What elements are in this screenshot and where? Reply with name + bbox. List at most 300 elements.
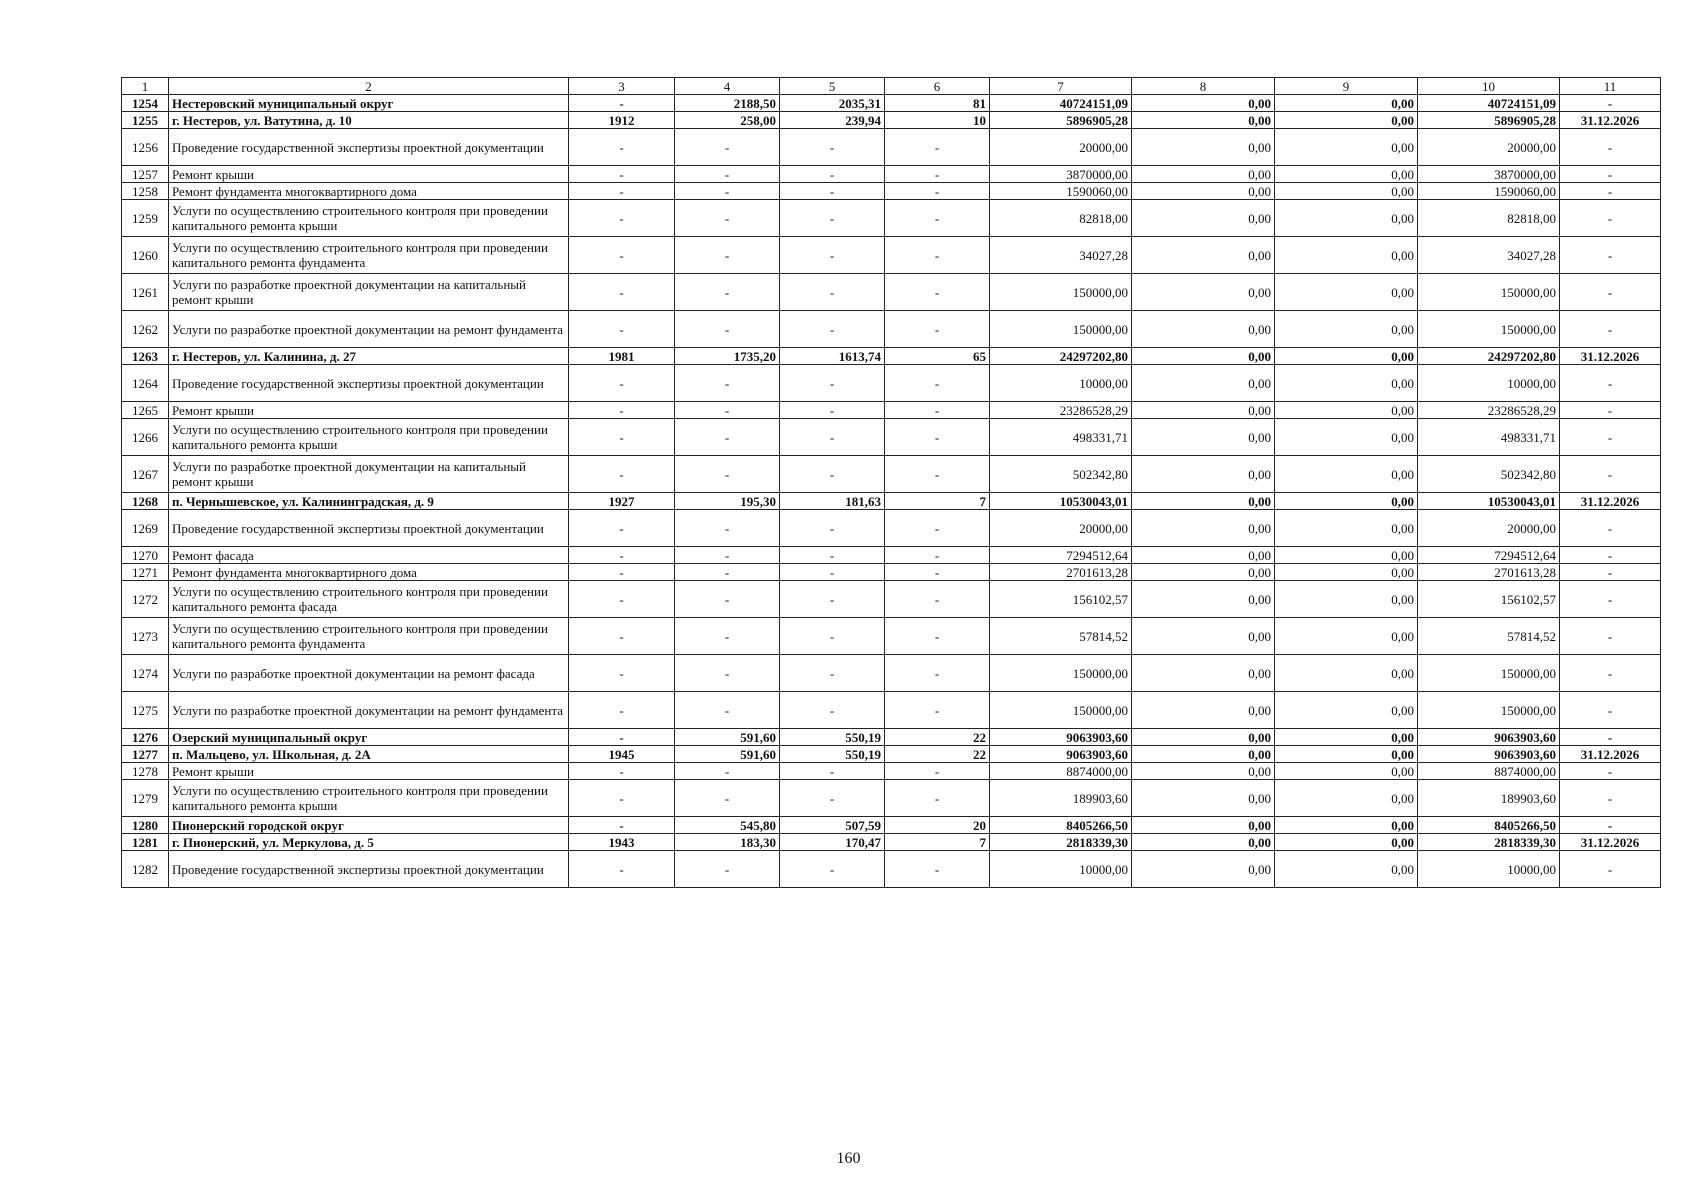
owner-funds-cell: 502342,80 <box>1418 456 1560 493</box>
total-cost-cell: 3870000,00 <box>990 166 1132 183</box>
completion-date-cell: - <box>1560 274 1661 311</box>
table-row <box>122 365 1661 402</box>
total-area-cell: - <box>675 780 780 817</box>
row-number-cell: 1260 <box>122 237 169 274</box>
living-area-cell: 1613,74 <box>780 348 885 365</box>
living-area-cell: - <box>780 365 885 402</box>
regional-funds-cell: 0,00 <box>1275 692 1418 729</box>
living-area-cell: - <box>780 692 885 729</box>
federal-funds-cell: 0,00 <box>1132 817 1275 834</box>
total-cost-cell: 23286528,29 <box>990 402 1132 419</box>
total-cost-cell: 9063903,60 <box>990 729 1132 746</box>
total-area-cell: - <box>675 581 780 618</box>
federal-funds-cell: 0,00 <box>1132 311 1275 348</box>
residents-count-cell: - <box>885 456 990 493</box>
residents-count-cell: 65 <box>885 348 990 365</box>
owner-funds-cell: 156102,57 <box>1418 581 1560 618</box>
row-name-cell: Ремонт фундамента многоквартирного дома <box>169 183 569 200</box>
completion-date-cell: - <box>1560 655 1661 692</box>
residents-count-cell: - <box>885 547 990 564</box>
total-cost-cell: 7294512,64 <box>990 547 1132 564</box>
col-header: 7 <box>990 78 1132 95</box>
living-area-cell: - <box>780 419 885 456</box>
residents-count-cell: 7 <box>885 834 990 851</box>
row-number-cell: 1272 <box>122 581 169 618</box>
completion-date-cell: - <box>1560 365 1661 402</box>
owner-funds-cell: 20000,00 <box>1418 129 1560 166</box>
build-year-cell: 1981 <box>569 348 675 365</box>
col-header: 3 <box>569 78 675 95</box>
completion-date-cell: - <box>1560 200 1661 237</box>
residents-count-cell: 20 <box>885 817 990 834</box>
row-number-cell: 1266 <box>122 419 169 456</box>
total-cost-cell: 2818339,30 <box>990 834 1132 851</box>
total-area-cell: 1735,20 <box>675 348 780 365</box>
owner-funds-cell: 40724151,09 <box>1418 95 1560 112</box>
total-cost-cell: 5896905,28 <box>990 112 1132 129</box>
regional-funds-cell: 0,00 <box>1275 493 1418 510</box>
total-area-cell: - <box>675 510 780 547</box>
total-cost-cell: 10530043,01 <box>990 493 1132 510</box>
completion-date-cell: - <box>1560 547 1661 564</box>
row-name-cell: Озерский муниципальный округ <box>169 729 569 746</box>
residents-count-cell: - <box>885 402 990 419</box>
living-area-cell: 550,19 <box>780 729 885 746</box>
total-cost-cell: 82818,00 <box>990 200 1132 237</box>
col-header: 10 <box>1418 78 1560 95</box>
table-row <box>122 112 1661 129</box>
regional-funds-cell: 0,00 <box>1275 348 1418 365</box>
owner-funds-cell: 5896905,28 <box>1418 112 1560 129</box>
row-name-cell: п. Мальцево, ул. Школьная, д. 2А <box>169 746 569 763</box>
living-area-cell: - <box>780 564 885 581</box>
build-year-cell: - <box>569 129 675 166</box>
residents-count-cell: - <box>885 200 990 237</box>
row-number-cell: 1263 <box>122 348 169 365</box>
total-area-cell: - <box>675 456 780 493</box>
completion-date-cell: 31.12.2026 <box>1560 112 1661 129</box>
living-area-cell: - <box>780 402 885 419</box>
row-name-cell: Нестеровский муниципальный округ <box>169 95 569 112</box>
regional-funds-cell: 0,00 <box>1275 851 1418 888</box>
total-cost-cell: 10000,00 <box>990 365 1132 402</box>
col-header: 5 <box>780 78 885 95</box>
row-name-cell: Услуги по осуществлению строительного контроля при проведении капитального ремонта фундамента <box>169 618 569 655</box>
row-number-cell: 1269 <box>122 510 169 547</box>
row-name-cell: Услуги по осуществлению строительного контроля при проведении капитального ремонта крыши <box>169 200 569 237</box>
row-number-cell: 1273 <box>122 618 169 655</box>
residents-count-cell: - <box>885 564 990 581</box>
build-year-cell: - <box>569 618 675 655</box>
page-number: 160 <box>836 1150 861 1167</box>
table-body <box>122 95 1661 888</box>
build-year-cell: - <box>569 581 675 618</box>
col-header: 1 <box>122 78 169 95</box>
residents-count-cell: - <box>885 618 990 655</box>
row-number-cell: 1261 <box>122 274 169 311</box>
row-name-cell: г. Нестеров, ул. Калинина, д. 27 <box>169 348 569 365</box>
row-name-cell: Ремонт фасада <box>169 547 569 564</box>
living-area-cell: 507,59 <box>780 817 885 834</box>
build-year-cell: - <box>569 183 675 200</box>
build-year-cell: 1927 <box>569 493 675 510</box>
residents-count-cell: - <box>885 129 990 166</box>
total-cost-cell: 2701613,28 <box>990 564 1132 581</box>
row-name-cell: Ремонт крыши <box>169 763 569 780</box>
table-row <box>122 851 1661 888</box>
living-area-cell: 550,19 <box>780 746 885 763</box>
federal-funds-cell: 0,00 <box>1132 419 1275 456</box>
row-number-cell: 1270 <box>122 547 169 564</box>
build-year-cell: - <box>569 729 675 746</box>
total-cost-cell: 150000,00 <box>990 655 1132 692</box>
living-area-cell: - <box>780 510 885 547</box>
federal-funds-cell: 0,00 <box>1132 655 1275 692</box>
living-area-cell: - <box>780 780 885 817</box>
owner-funds-cell: 150000,00 <box>1418 655 1560 692</box>
build-year-cell: - <box>569 817 675 834</box>
federal-funds-cell: 0,00 <box>1132 692 1275 729</box>
federal-funds-cell: 0,00 <box>1132 746 1275 763</box>
owner-funds-cell: 2701613,28 <box>1418 564 1560 581</box>
owner-funds-cell: 23286528,29 <box>1418 402 1560 419</box>
table-row <box>122 402 1661 419</box>
federal-funds-cell: 0,00 <box>1132 274 1275 311</box>
completion-date-cell: - <box>1560 763 1661 780</box>
row-name-cell: Проведение государственной экспертизы проектной документации <box>169 510 569 547</box>
residents-count-cell: - <box>885 183 990 200</box>
build-year-cell: - <box>569 692 675 729</box>
owner-funds-cell: 2818339,30 <box>1418 834 1560 851</box>
total-cost-cell: 20000,00 <box>990 129 1132 166</box>
row-name-cell: Услуги по осуществлению строительного контроля при проведении капитального ремонта крыши <box>169 419 569 456</box>
row-number-cell: 1254 <box>122 95 169 112</box>
completion-date-cell: - <box>1560 456 1661 493</box>
federal-funds-cell: 0,00 <box>1132 200 1275 237</box>
table-row <box>122 746 1661 763</box>
regional-funds-cell: 0,00 <box>1275 402 1418 419</box>
residents-count-cell: 22 <box>885 729 990 746</box>
total-area-cell: - <box>675 129 780 166</box>
build-year-cell: - <box>569 274 675 311</box>
row-name-cell: г. Пионерский, ул. Меркулова, д. 5 <box>169 834 569 851</box>
living-area-cell: - <box>780 547 885 564</box>
completion-date-cell: - <box>1560 402 1661 419</box>
build-year-cell: 1943 <box>569 834 675 851</box>
table-row <box>122 618 1661 655</box>
total-area-cell: - <box>675 274 780 311</box>
build-year-cell: - <box>569 780 675 817</box>
completion-date-cell: - <box>1560 183 1661 200</box>
owner-funds-cell: 498331,71 <box>1418 419 1560 456</box>
regional-funds-cell: 0,00 <box>1275 237 1418 274</box>
completion-date-cell: - <box>1560 311 1661 348</box>
row-number-cell: 1262 <box>122 311 169 348</box>
regional-funds-cell: 0,00 <box>1275 183 1418 200</box>
regional-funds-cell: 0,00 <box>1275 618 1418 655</box>
total-cost-cell: 57814,52 <box>990 618 1132 655</box>
residents-count-cell: 10 <box>885 112 990 129</box>
residents-count-cell: - <box>885 274 990 311</box>
completion-date-cell: - <box>1560 95 1661 112</box>
table-row <box>122 200 1661 237</box>
column-number-row <box>122 78 1661 95</box>
total-area-cell: - <box>675 200 780 237</box>
total-cost-cell: 150000,00 <box>990 274 1132 311</box>
row-number-cell: 1282 <box>122 851 169 888</box>
total-area-cell: - <box>675 564 780 581</box>
row-name-cell: Услуги по осуществлению строительного контроля при проведении капитального ремонта крыши <box>169 780 569 817</box>
regional-funds-cell: 0,00 <box>1275 834 1418 851</box>
owner-funds-cell: 10000,00 <box>1418 365 1560 402</box>
federal-funds-cell: 0,00 <box>1132 581 1275 618</box>
federal-funds-cell: 0,00 <box>1132 834 1275 851</box>
federal-funds-cell: 0,00 <box>1132 456 1275 493</box>
owner-funds-cell: 150000,00 <box>1418 311 1560 348</box>
total-cost-cell: 1590060,00 <box>990 183 1132 200</box>
row-number-cell: 1258 <box>122 183 169 200</box>
total-cost-cell: 9063903,60 <box>990 746 1132 763</box>
living-area-cell: 170,47 <box>780 834 885 851</box>
residents-count-cell: - <box>885 419 990 456</box>
table-row <box>122 817 1661 834</box>
living-area-cell: - <box>780 200 885 237</box>
table-row <box>122 834 1661 851</box>
table-row <box>122 655 1661 692</box>
total-area-cell: 195,30 <box>675 493 780 510</box>
owner-funds-cell: 10530043,01 <box>1418 493 1560 510</box>
total-cost-cell: 10000,00 <box>990 851 1132 888</box>
owner-funds-cell: 3870000,00 <box>1418 166 1560 183</box>
table-row <box>122 763 1661 780</box>
residents-count-cell: 22 <box>885 746 990 763</box>
row-number-cell: 1277 <box>122 746 169 763</box>
table-row <box>122 564 1661 581</box>
row-name-cell: Проведение государственной экспертизы проектной документации <box>169 365 569 402</box>
total-area-cell: 545,80 <box>675 817 780 834</box>
regional-funds-cell: 0,00 <box>1275 510 1418 547</box>
completion-date-cell: - <box>1560 564 1661 581</box>
completion-date-cell: 31.12.2026 <box>1560 493 1661 510</box>
living-area-cell: - <box>780 166 885 183</box>
completion-date-cell: - <box>1560 129 1661 166</box>
owner-funds-cell: 150000,00 <box>1418 692 1560 729</box>
completion-date-cell: - <box>1560 851 1661 888</box>
total-area-cell: - <box>675 419 780 456</box>
federal-funds-cell: 0,00 <box>1132 618 1275 655</box>
completion-date-cell: 31.12.2026 <box>1560 348 1661 365</box>
living-area-cell: 239,94 <box>780 112 885 129</box>
completion-date-cell: 31.12.2026 <box>1560 746 1661 763</box>
regional-funds-cell: 0,00 <box>1275 365 1418 402</box>
completion-date-cell: - <box>1560 237 1661 274</box>
completion-date-cell: - <box>1560 692 1661 729</box>
col-header: 9 <box>1275 78 1418 95</box>
completion-date-cell: - <box>1560 729 1661 746</box>
build-year-cell: - <box>569 456 675 493</box>
completion-date-cell: - <box>1560 618 1661 655</box>
row-number-cell: 1271 <box>122 564 169 581</box>
owner-funds-cell: 8874000,00 <box>1418 763 1560 780</box>
row-number-cell: 1255 <box>122 112 169 129</box>
federal-funds-cell: 0,00 <box>1132 729 1275 746</box>
residents-count-cell: - <box>885 166 990 183</box>
row-name-cell: Ремонт крыши <box>169 166 569 183</box>
total-cost-cell: 498331,71 <box>990 419 1132 456</box>
build-year-cell: - <box>569 510 675 547</box>
row-name-cell: Услуги по осуществлению строительного контроля при проведении капитального ремонта фундамента <box>169 237 569 274</box>
col-header: 4 <box>675 78 780 95</box>
total-cost-cell: 8405266,50 <box>990 817 1132 834</box>
table-row <box>122 237 1661 274</box>
total-area-cell: - <box>675 692 780 729</box>
total-area-cell: - <box>675 237 780 274</box>
owner-funds-cell: 82818,00 <box>1418 200 1560 237</box>
build-year-cell: - <box>569 564 675 581</box>
regional-funds-cell: 0,00 <box>1275 547 1418 564</box>
table-row <box>122 311 1661 348</box>
total-cost-cell: 156102,57 <box>990 581 1132 618</box>
living-area-cell: 2035,31 <box>780 95 885 112</box>
residents-count-cell: - <box>885 763 990 780</box>
regional-funds-cell: 0,00 <box>1275 729 1418 746</box>
living-area-cell: - <box>780 763 885 780</box>
completion-date-cell: 31.12.2026 <box>1560 834 1661 851</box>
build-year-cell: - <box>569 419 675 456</box>
row-number-cell: 1265 <box>122 402 169 419</box>
build-year-cell: - <box>569 237 675 274</box>
total-area-cell: 2188,50 <box>675 95 780 112</box>
total-area-cell: - <box>675 547 780 564</box>
row-number-cell: 1264 <box>122 365 169 402</box>
completion-date-cell: - <box>1560 581 1661 618</box>
table-row <box>122 166 1661 183</box>
table-row <box>122 274 1661 311</box>
completion-date-cell: - <box>1560 510 1661 547</box>
federal-funds-cell: 0,00 <box>1132 402 1275 419</box>
build-year-cell: - <box>569 166 675 183</box>
capital-repair-table <box>121 77 1661 888</box>
row-name-cell: п. Чернышевское, ул. Калининградская, д. 9 <box>169 493 569 510</box>
regional-funds-cell: 0,00 <box>1275 456 1418 493</box>
row-name-cell: Ремонт крыши <box>169 402 569 419</box>
col-header: 11 <box>1560 78 1661 95</box>
total-area-cell: - <box>675 851 780 888</box>
table-row <box>122 780 1661 817</box>
owner-funds-cell: 1590060,00 <box>1418 183 1560 200</box>
residents-count-cell: - <box>885 365 990 402</box>
total-cost-cell: 150000,00 <box>990 311 1132 348</box>
regional-funds-cell: 0,00 <box>1275 817 1418 834</box>
build-year-cell: - <box>569 763 675 780</box>
regional-funds-cell: 0,00 <box>1275 419 1418 456</box>
row-name-cell: Проведение государственной экспертизы проектной документации <box>169 851 569 888</box>
regional-funds-cell: 0,00 <box>1275 274 1418 311</box>
total-area-cell: 591,60 <box>675 746 780 763</box>
federal-funds-cell: 0,00 <box>1132 365 1275 402</box>
federal-funds-cell: 0,00 <box>1132 183 1275 200</box>
row-name-cell: г. Нестеров, ул. Ватутина, д. 10 <box>169 112 569 129</box>
table-row <box>122 510 1661 547</box>
living-area-cell: - <box>780 129 885 166</box>
residents-count-cell: 7 <box>885 493 990 510</box>
total-cost-cell: 40724151,09 <box>990 95 1132 112</box>
regional-funds-cell: 0,00 <box>1275 655 1418 692</box>
row-number-cell: 1257 <box>122 166 169 183</box>
row-name-cell: Услуги по разработке проектной документации на капитальный ремонт крыши <box>169 274 569 311</box>
owner-funds-cell: 189903,60 <box>1418 780 1560 817</box>
owner-funds-cell: 24297202,80 <box>1418 348 1560 365</box>
build-year-cell: - <box>569 655 675 692</box>
row-number-cell: 1267 <box>122 456 169 493</box>
federal-funds-cell: 0,00 <box>1132 112 1275 129</box>
table-row <box>122 95 1661 112</box>
federal-funds-cell: 0,00 <box>1132 493 1275 510</box>
residents-count-cell: - <box>885 581 990 618</box>
table-row <box>122 547 1661 564</box>
living-area-cell: - <box>780 655 885 692</box>
regional-funds-cell: 0,00 <box>1275 763 1418 780</box>
residents-count-cell: - <box>885 510 990 547</box>
total-cost-cell: 502342,80 <box>990 456 1132 493</box>
federal-funds-cell: 0,00 <box>1132 237 1275 274</box>
living-area-cell: - <box>780 237 885 274</box>
row-name-cell: Услуги по разработке проектной документации на капитальный ремонт крыши <box>169 456 569 493</box>
table-row <box>122 456 1661 493</box>
table-row <box>122 183 1661 200</box>
total-area-cell: - <box>675 311 780 348</box>
completion-date-cell: - <box>1560 419 1661 456</box>
regional-funds-cell: 0,00 <box>1275 166 1418 183</box>
federal-funds-cell: 0,00 <box>1132 763 1275 780</box>
build-year-cell: - <box>569 402 675 419</box>
row-number-cell: 1279 <box>122 780 169 817</box>
regional-funds-cell: 0,00 <box>1275 95 1418 112</box>
total-area-cell: - <box>675 166 780 183</box>
row-number-cell: 1256 <box>122 129 169 166</box>
table-row <box>122 419 1661 456</box>
build-year-cell: 1945 <box>569 746 675 763</box>
row-number-cell: 1259 <box>122 200 169 237</box>
col-header: 8 <box>1132 78 1275 95</box>
col-header: 6 <box>885 78 990 95</box>
total-cost-cell: 150000,00 <box>990 692 1132 729</box>
living-area-cell: - <box>780 311 885 348</box>
total-cost-cell: 34027,28 <box>990 237 1132 274</box>
total-cost-cell: 189903,60 <box>990 780 1132 817</box>
residents-count-cell: - <box>885 692 990 729</box>
build-year-cell: - <box>569 311 675 348</box>
row-name-cell: Услуги по разработке проектной документации на ремонт фундамента <box>169 311 569 348</box>
regional-funds-cell: 0,00 <box>1275 311 1418 348</box>
table-row <box>122 129 1661 166</box>
table-row <box>122 348 1661 365</box>
build-year-cell: - <box>569 200 675 237</box>
total-cost-cell: 24297202,80 <box>990 348 1132 365</box>
living-area-cell: - <box>780 456 885 493</box>
row-name-cell: Услуги по разработке проектной документации на ремонт фундамента <box>169 692 569 729</box>
federal-funds-cell: 0,00 <box>1132 129 1275 166</box>
row-name-cell: Ремонт фундамента многоквартирного дома <box>169 564 569 581</box>
regional-funds-cell: 0,00 <box>1275 564 1418 581</box>
regional-funds-cell: 0,00 <box>1275 780 1418 817</box>
federal-funds-cell: 0,00 <box>1132 510 1275 547</box>
federal-funds-cell: 0,00 <box>1132 564 1275 581</box>
total-area-cell: - <box>675 183 780 200</box>
row-number-cell: 1281 <box>122 834 169 851</box>
federal-funds-cell: 0,00 <box>1132 95 1275 112</box>
table-row <box>122 493 1661 510</box>
